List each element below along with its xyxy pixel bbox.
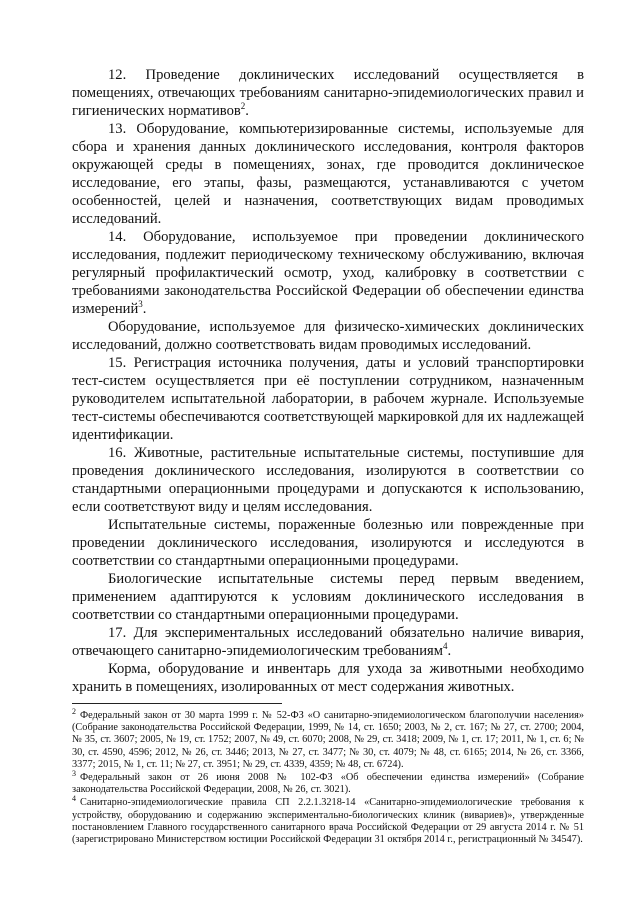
footnotes — [72, 706, 584, 847]
paragraph-15: 15. Регистрация источника получения, даты и условий транспортировки тест-систем осуществляется при её поступлении сотрудником, назначенным руководителем испытательной лаборатории, в рабочем журнале. Используемые тест-системы обеспечиваются соответствующей маркировкой для их надлежащей идентификации. — [72, 355, 584, 443]
footnote-divider — [72, 703, 282, 704]
paragraph-14: 14. Оборудование, используемое при проведении доклинического исследования, подлежит периодическому техническому обслуживанию, включая регулярный профилактический осмотр, уход, калибровку в соответствии с требованиями законодательства Российской Федерации об обеспечении единства измерений$^3$. — [72, 229, 584, 317]
footnote-4: $^4$ Санитарно-эпидемиологические правила СП 2.2.1.3218-14 «Санитарно-эпидемиологические требования к устройству, оборудованию и содержанию экспериментально-биологических клиник (вивариев)», утвержденные постановлением Главного государственного санитарного врача Российской Федерации от 29 августа 2014 г. № 51 (зарегистрировано Министерством юстиции Российской Федерации 31 октября 2014 г., регистрационный № 34547). — [72, 794, 584, 846]
paragraph-16-biological: Биологические испытательные системы перед первым введением, применением адаптируются к условиям доклинического исследования в соответствии со стандартными операционными процедурами. — [72, 571, 584, 623]
paragraph-12: 12. Проведение доклинических исследований осуществляется в помещениях, отвечающих требованиям санитарно-эпидемиологических правил и гигиенических нормативов$^2$. — [72, 67, 584, 119]
paragraph-14-equipment: Оборудование, используемое для физическо-химических доклинических исследований, должно соответствовать видам проводимых исследований. — [72, 319, 584, 353]
paragraph-17-feed: Корма, оборудование и инвентарь для ухода за животными необходимо хранить в помещениях, изолированных от мест содержания животных. — [72, 661, 584, 695]
footnote-ref-4: 4 — [443, 641, 448, 652]
paragraph-13: 13. Оборудование, компьютеризированные системы, используемые для сбора и хранения данных доклинического исследования, контроля факторов окружающей среды в помещениях, зонах, где проводится доклиническое исследование, его этапы, фазы, размещаются, устанавливаются с учетом особенностей, целей и назначения, соответствующих видам проводимых исследований. — [72, 121, 584, 227]
paragraph-16: 16. Животные, растительные испытательные системы, поступившие для проведения доклинического исследования, изолируются в соответствии со стандартными операционными процедурами и допускаются к использованию, если соответствуют виду и целям исследования. — [72, 445, 584, 515]
footnote-3: $^3$ Федеральный закон от 26 июня 2008 № 102-ФЗ «Об обеспечении единства измерений» (Собрание законодательства Российской Федерации, 2008, № 26, ст. 3021). — [72, 768, 584, 796]
paragraph-16-diseased: Испытательные системы, пораженные болезнью или поврежденные при проведении доклинического исследования, изолируются и исследуются в соответствии со стандартными операционными процедурами. — [72, 517, 584, 569]
footnote-2: $^2$ Федеральный закон от 30 марта 1999 г. № 52-ФЗ «О санитарно-эпидемиологическом благополучии населения» (Собрание законодательства Российской Федерации, 1999, № 14, ст. 1650; 2003, № 2, ст. 167; № 27, ст. 2700; 2004, № 35, ст. 3607; 2005, № 19, ст. 1752; 2007, № 49, ст. 6070; 2008, № 29, ст. 3418; 2009, № 1, ст. 17; 2011, № 1, ст. 6; № 30, ст. 4590, 4596; 2012, № 26, ст. 3446; 2013, № 27, ст. 3477; № 30, ст. 4079; № 48, ст. 6165; 2014, № 26, ст. 3366, 3377; 2015, № 1, ст. 11; № 27, ст. 3951; № 29, ст. 4339, 4359; № 48, ст. 6724). — [72, 706, 584, 770]
footnote-ref-3: 3 — [138, 299, 143, 310]
footnote-ref-2: 2 — [240, 101, 246, 112]
document-body — [72, 66, 584, 696]
paragraph-17: 17. Для экспериментальных исследований обязательно наличие вивария, отвечающего санитарно-эпидемиологическим требованиям$^4$. — [72, 625, 584, 659]
